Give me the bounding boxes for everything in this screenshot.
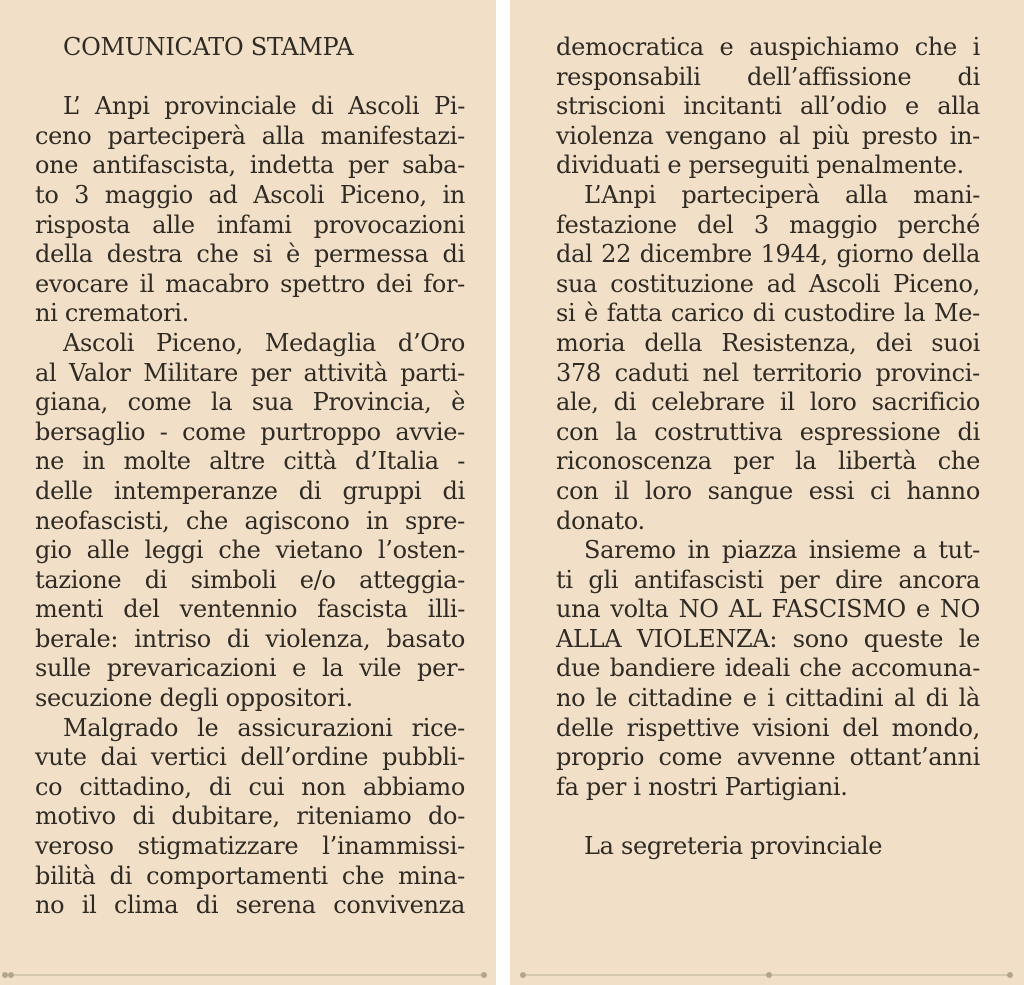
text-line: dividuati e perseguiti penalmente. <box>556 151 964 180</box>
text-line: al Valor Militare per attività parti- <box>35 358 465 387</box>
text-line: due bandiere ideali che accomuna- <box>556 654 980 683</box>
text-line: donato. <box>556 506 645 535</box>
text-line: striscioni incitanti all’odio e alla <box>556 92 980 121</box>
right-page[interactable] <box>510 0 1024 985</box>
text-line: democratica e auspichiamo che i <box>556 33 980 61</box>
left-page[interactable] <box>0 0 496 985</box>
text-line: co cittadino, di cui non abbiamo <box>35 772 465 801</box>
progress-dot <box>8 972 14 978</box>
left-text-body <box>35 92 465 921</box>
progress-dot <box>520 972 526 978</box>
right-text-body <box>556 33 980 802</box>
text-line: tazione di simboli e/o atteggia- <box>35 565 465 594</box>
text-line: ale, di celebrare il loro sacrificio <box>556 388 980 417</box>
text-line: riconoscenza per la libertà che <box>556 447 980 476</box>
text-line: to 3 maggio ad Ascoli Piceno, in <box>35 180 465 209</box>
text-line: vute dai vertici dell’ordine pubbli- <box>35 743 465 772</box>
text-line: si è fatta carico di custodire la Me- <box>556 299 980 328</box>
text-line: violenza vengano al più presto in- <box>556 121 980 150</box>
text-line: fa per i nostri Partigiani. <box>556 772 848 801</box>
signature: La segreteria provinciale <box>584 832 883 861</box>
page-progress-track[interactable] <box>6 974 484 976</box>
text-line: berale: intriso di violenza, basato <box>35 624 465 653</box>
text-line: L’ Anpi provinciale di Ascoli Pi- <box>63 92 465 121</box>
text-line: ti gli antifascisti per dire ancora <box>556 565 980 594</box>
text-line: menti del ventennio fascista illi- <box>35 595 465 624</box>
progress-dot <box>481 972 487 978</box>
text-line: Ascoli Piceno, Medaglia d’Oro <box>63 328 465 357</box>
press-release-heading: COMUNICATO STAMPA <box>63 33 354 61</box>
text-line: dal 22 dicembre 1944, giorno della <box>556 240 980 269</box>
blank-line <box>35 63 465 93</box>
progress-dot <box>1007 972 1013 978</box>
text-line: della destra che si è permessa di <box>35 240 465 269</box>
right-column <box>556 33 980 862</box>
blank-line <box>556 802 980 832</box>
text-line: delle intemperanze di gruppi di <box>35 476 465 505</box>
text-line: responsabili dell’affissione di <box>556 62 980 91</box>
text-line: 378 caduti nel territorio provinci- <box>556 358 980 387</box>
text-line: one antifascista, indetta per saba- <box>35 151 465 180</box>
text-line: ceno parteciperà alla manifestazi- <box>35 121 465 150</box>
text-line: festazione del 3 maggio perché <box>556 210 980 239</box>
text-line: con il loro sangue essi ci hanno <box>556 476 980 505</box>
text-line: sulle prevaricazioni e la vile per- <box>35 654 465 683</box>
text-line: con la costruttiva espressione di <box>556 417 980 446</box>
text-line: ni crematori. <box>35 299 189 328</box>
text-line: ALLA VIOLENZA: sono queste le <box>556 624 980 653</box>
page-progress-track[interactable] <box>520 974 1010 976</box>
text-line: bersaglio - come purtroppo avvie- <box>35 417 465 446</box>
progress-dot <box>766 972 772 978</box>
text-line: secuzione degli oppositori. <box>35 684 353 713</box>
text-line: neofascisti, che agiscono in spre- <box>35 506 465 535</box>
text-line: no il clima di serena convivenza <box>35 891 465 920</box>
text-line: risposta alle infami provocazioni <box>35 210 465 239</box>
text-line: bilità di comportamenti che mina- <box>35 861 465 890</box>
text-line: proprio come avvenne ottant’anni <box>556 743 980 772</box>
text-line: giana, come la sua Provincia, è <box>35 388 465 417</box>
text-line: ne in molte altre città d’Italia - <box>35 447 465 476</box>
text-line: L’Anpi parteciperà alla mani- <box>584 180 980 209</box>
text-line: sua costituzione ad Ascoli Piceno, <box>556 269 980 298</box>
text-line: Saremo in piazza insieme a tut- <box>584 536 980 565</box>
left-column <box>35 33 465 921</box>
text-line: moria della Resistenza, dei suoi <box>556 328 980 357</box>
text-line: evocare il macabro spettro dei for- <box>35 269 465 298</box>
text-line: no le cittadine e i cittadini al di là <box>556 684 980 713</box>
text-line: gio alle leggi che vietano l’osten- <box>35 536 465 565</box>
text-line: Malgrado le assicurazioni rice- <box>63 713 465 742</box>
text-line: delle rispettive visioni del mondo, <box>556 713 980 742</box>
text-line: una volta NO AL FASCISMO e NO <box>556 595 980 624</box>
text-line: motivo di dubitare, riteniamo do- <box>35 802 465 831</box>
text-line: veroso stigmatizzare l’inammissi- <box>35 832 465 861</box>
